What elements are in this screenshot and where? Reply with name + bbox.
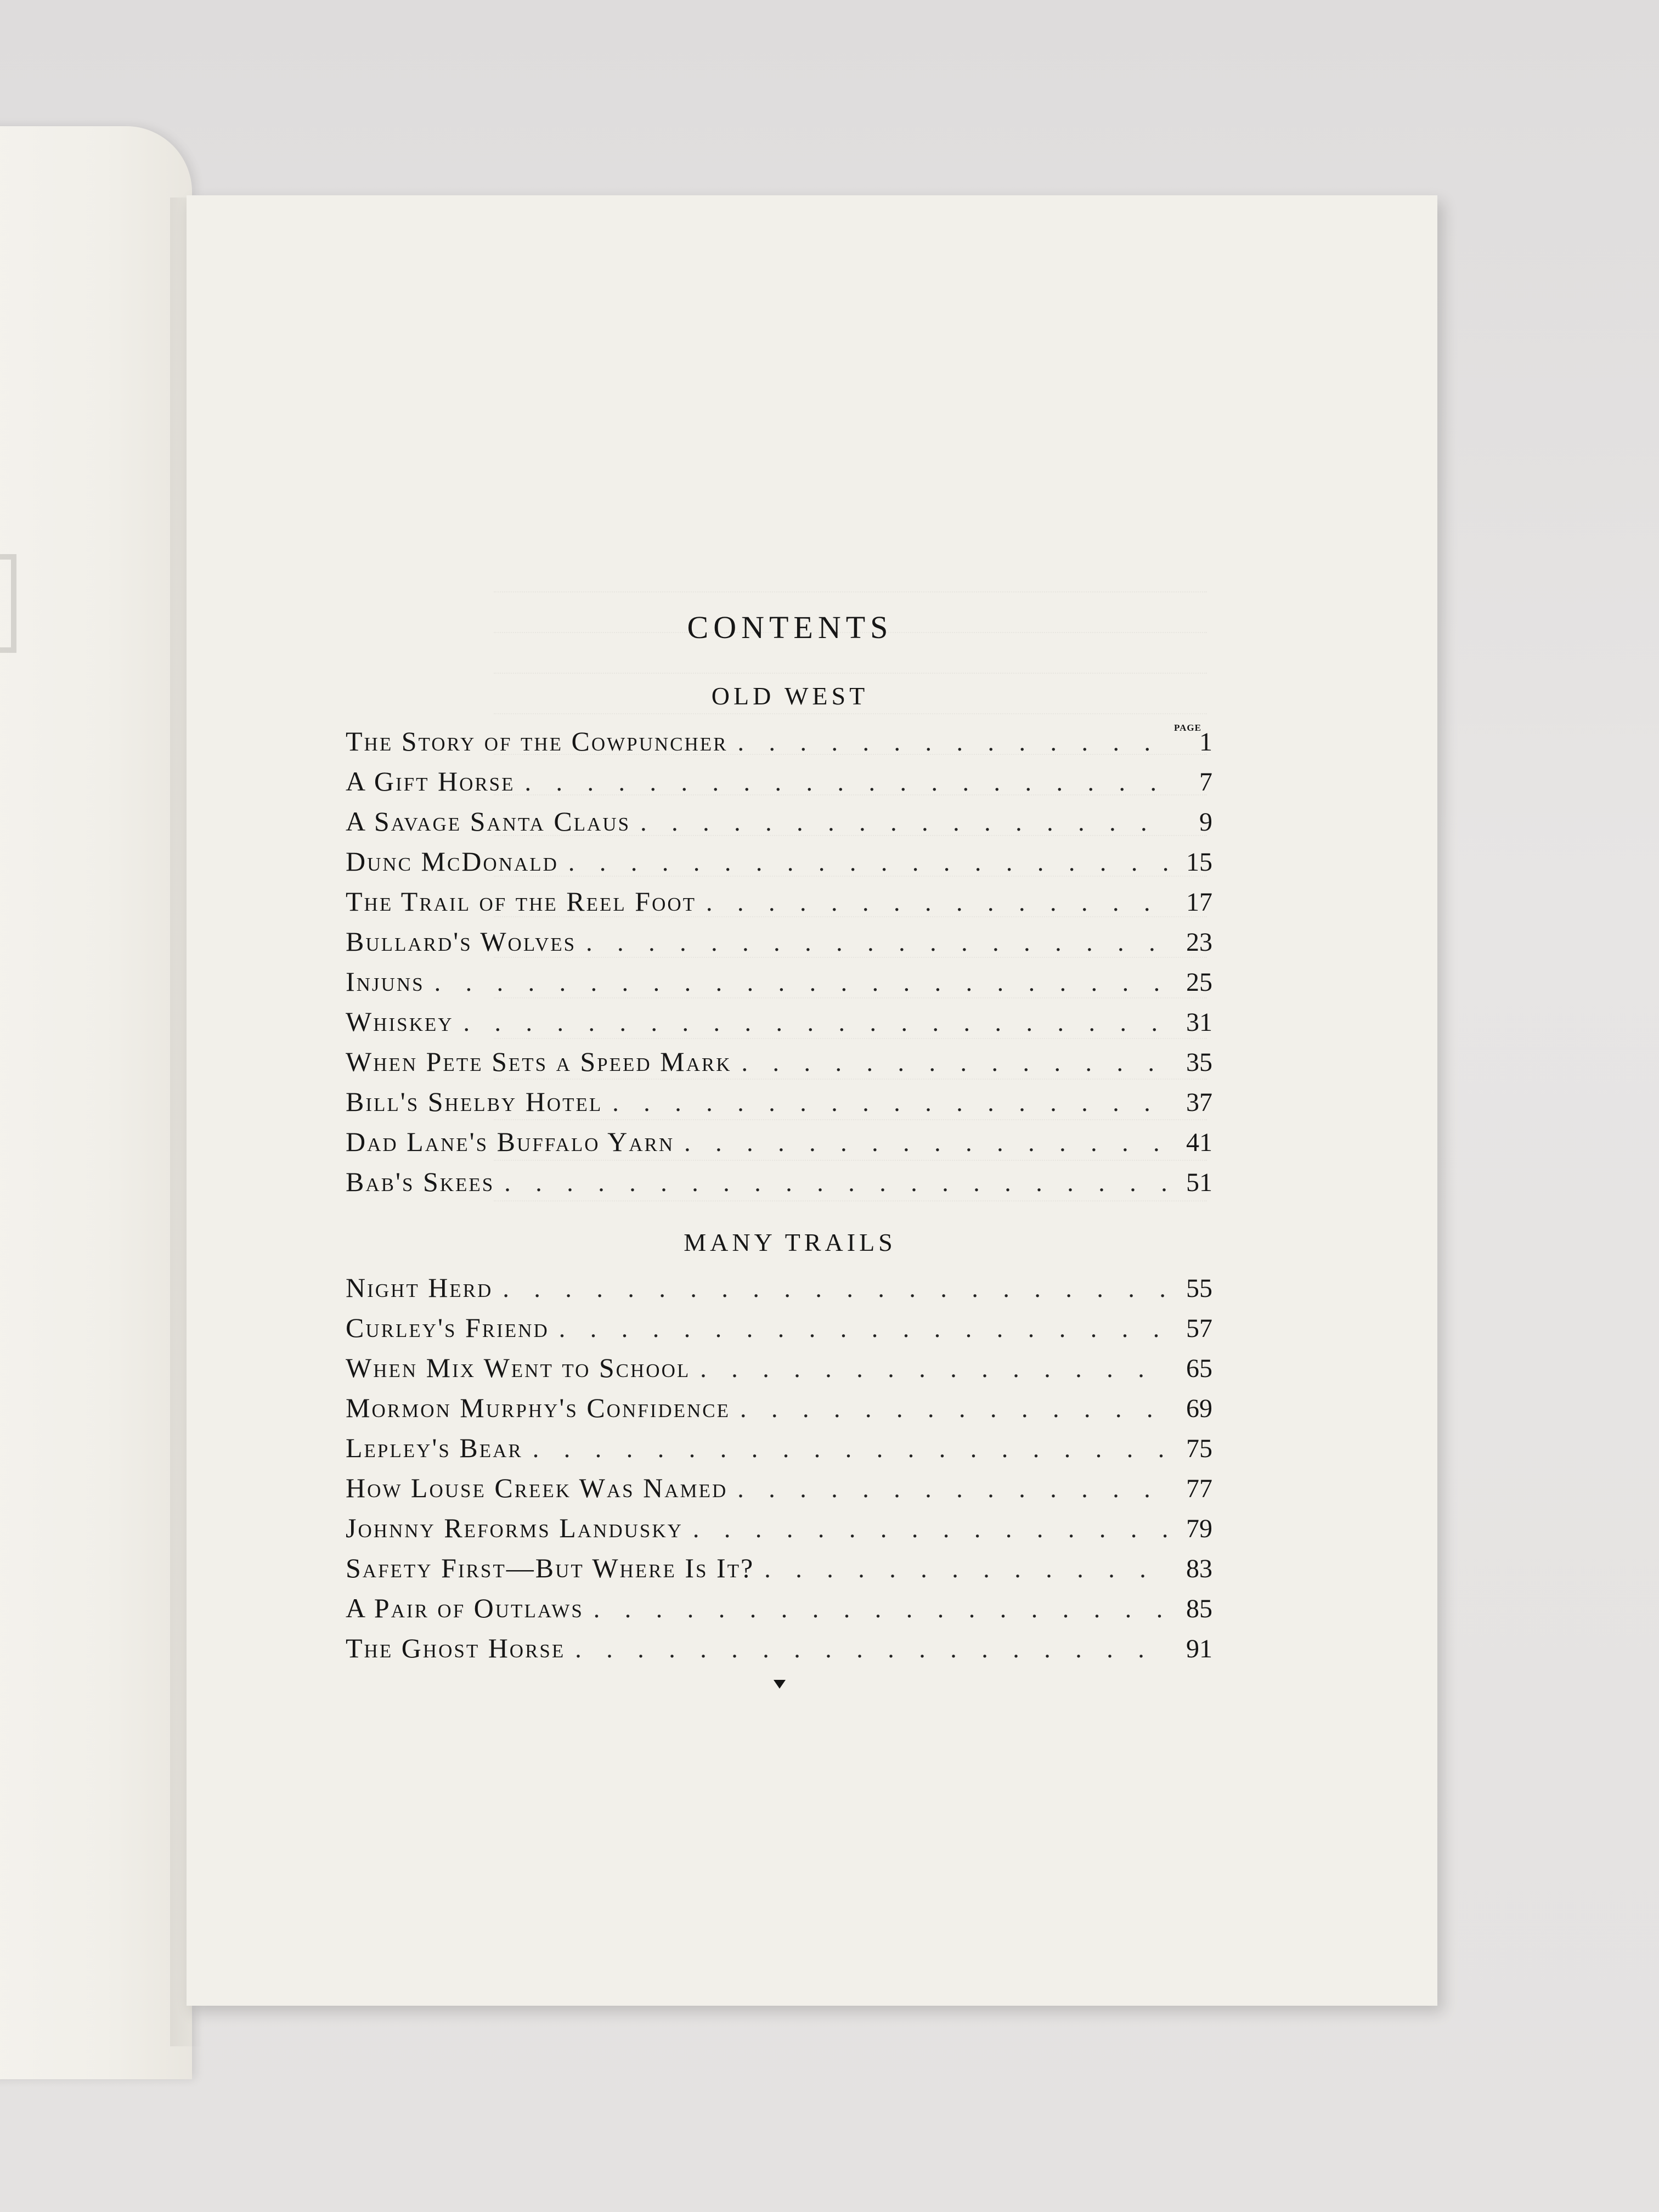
toc-entry-page: 9	[1199, 808, 1212, 837]
dot-leader	[464, 1006, 1170, 1037]
dot-leader	[700, 1352, 1170, 1384]
toc-entry-title: How Louse Creek Was Named	[346, 1472, 728, 1503]
dot-leader	[640, 805, 1170, 837]
toc-entry-page: 31	[1186, 1008, 1212, 1037]
toc-entry-page: 83	[1186, 1554, 1212, 1583]
toc-entry-page: 55	[1186, 1274, 1212, 1303]
dot-leader	[503, 1272, 1170, 1304]
toc-entry-title: Dunc McDonald	[346, 846, 558, 877]
toc-entry-page: 51	[1186, 1168, 1212, 1197]
dot-leader	[586, 926, 1170, 957]
toc-entry-page: 35	[1186, 1048, 1212, 1077]
toc-entry[interactable]	[346, 1392, 1212, 1432]
page-title: CONTENTS	[687, 610, 893, 645]
dot-leader	[764, 1552, 1170, 1584]
toc-entry-title: The Ghost Horse	[346, 1633, 566, 1663]
toc-entry-title: A Savage Santa Claus	[346, 806, 631, 837]
toc-entry-page: 77	[1186, 1474, 1212, 1503]
toc-entry-page: 41	[1186, 1128, 1212, 1157]
dot-leader	[568, 845, 1170, 877]
continued-triangle-icon	[774, 1680, 786, 1689]
toc-entry-page: 57	[1186, 1314, 1212, 1343]
toc-entry-page: 7	[1199, 768, 1212, 797]
toc-entry-title: A Pair of Outlaws	[346, 1593, 584, 1623]
toc-entry-title: Night Herd	[346, 1272, 493, 1303]
toc-entry[interactable]	[346, 1552, 1212, 1592]
toc-entry[interactable]	[346, 1126, 1212, 1166]
toc-entry-title: Bab's Skees	[346, 1166, 495, 1197]
dot-leader	[684, 1126, 1170, 1158]
toc-entry-page: 15	[1186, 848, 1212, 877]
toc-entry-page: 65	[1186, 1354, 1212, 1383]
toc-entry[interactable]	[346, 1432, 1212, 1472]
dot-leader	[706, 885, 1170, 917]
toc-entry-page: 69	[1186, 1394, 1212, 1423]
toc-entry-page: 79	[1186, 1514, 1212, 1543]
toc-entry[interactable]	[346, 805, 1212, 845]
toc-entry-page: 17	[1186, 888, 1212, 917]
toc-entry-title: When Mix Went to School	[346, 1352, 691, 1383]
toc-entry-page: 25	[1186, 968, 1212, 997]
toc-entry[interactable]	[346, 1592, 1212, 1632]
toc-entry-title: Mormon Murphy's Confidence	[346, 1392, 730, 1423]
toc-entry-title: When Pete Sets a Speed Mark	[346, 1046, 732, 1077]
toc-entry[interactable]	[346, 725, 1212, 765]
toc-list-old-west	[346, 725, 1212, 1206]
toc-entry[interactable]	[346, 1046, 1212, 1086]
toc-entry-page: 91	[1186, 1634, 1212, 1663]
dot-leader	[575, 1632, 1170, 1664]
dot-leader	[533, 1432, 1170, 1464]
toc-entry[interactable]	[346, 765, 1212, 805]
section-heading-many-trails: MANY TRAILS	[684, 1228, 896, 1256]
dot-leader	[738, 725, 1170, 757]
toc-entry[interactable]	[346, 1166, 1212, 1206]
dot-leader	[435, 966, 1170, 997]
toc-entry-title: Safety First—But Where Is It?	[346, 1553, 755, 1583]
section-heading-old-west: OLD WEST	[711, 682, 869, 710]
toc-entry[interactable]	[346, 885, 1212, 926]
toc-entry-title: Lepley's Bear	[346, 1432, 523, 1463]
dot-leader	[612, 1086, 1170, 1118]
toc-entry-title: Dad Lane's Buffalo Yarn	[346, 1126, 675, 1157]
toc-entry-title: Bill's Shelby Hotel	[346, 1086, 603, 1117]
toc-entry[interactable]	[346, 1272, 1212, 1312]
toc-entry-title: The Trail of the Reel Foot	[346, 886, 696, 917]
toc-entry-title: The Story of the Cowpuncher	[346, 726, 728, 757]
toc-entry[interactable]	[346, 1352, 1212, 1392]
toc-entry[interactable]	[346, 1312, 1212, 1352]
toc-entry-title: Bullard's Wolves	[346, 926, 577, 957]
toc-entry[interactable]	[346, 1472, 1212, 1512]
dot-leader	[525, 765, 1170, 797]
toc-entry[interactable]	[346, 1086, 1212, 1126]
dot-leader	[693, 1512, 1170, 1544]
toc-entry-title: A Gift Horse	[346, 766, 515, 797]
toc-entry[interactable]	[346, 1006, 1212, 1046]
toc-list-many-trails	[346, 1272, 1212, 1672]
toc-entry-title: Whiskey	[346, 1006, 454, 1037]
dot-leader	[740, 1392, 1170, 1424]
toc-entry-page: 75	[1186, 1434, 1212, 1463]
toc-entry-title: Curley's Friend	[346, 1312, 549, 1343]
toc-entry[interactable]	[346, 926, 1212, 966]
toc-entry-page: 1	[1199, 727, 1212, 757]
dot-leader	[559, 1312, 1170, 1344]
toc-entry-title: Injuns	[346, 966, 425, 997]
toc-entry-page: 23	[1186, 928, 1212, 957]
dot-leader	[737, 1472, 1170, 1504]
page-column-label: PAGE	[1174, 723, 1201, 733]
toc-entry[interactable]	[346, 845, 1212, 885]
toc-entry-title: Johnny Reforms Landusky	[346, 1513, 683, 1543]
toc-entry-page: 37	[1186, 1088, 1212, 1117]
dot-leader	[594, 1592, 1170, 1624]
dot-leader	[742, 1046, 1170, 1077]
dot-leader	[504, 1166, 1170, 1198]
toc-entry-page: 85	[1186, 1594, 1212, 1623]
toc-entry[interactable]	[346, 966, 1212, 1006]
toc-entry[interactable]	[346, 1512, 1212, 1552]
toc-entry[interactable]	[346, 1632, 1212, 1672]
